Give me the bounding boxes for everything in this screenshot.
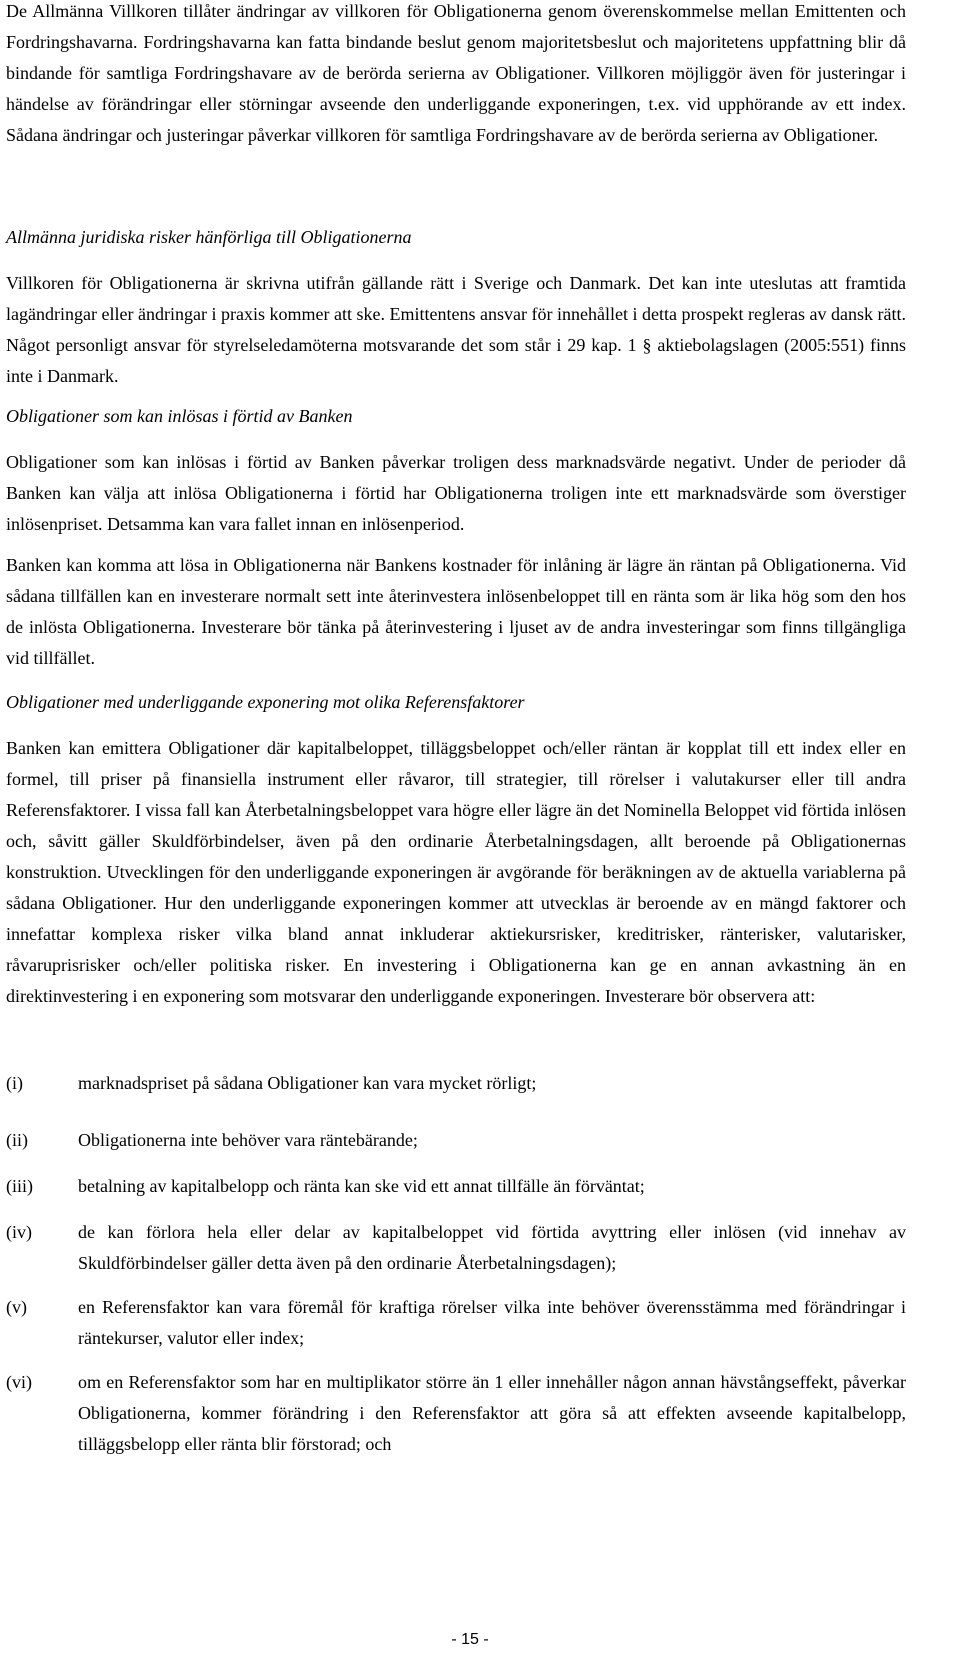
- legal-risks-paragraph: Villkoren för Obligationerna är skrivna utifrån gällande rätt i Sverige och Danmark. Det kan inte uteslutas att framtida lagändringar eller ändringar i praxis kommer att ske. Emittentens ansvar för innehållet i detta prospekt regleras av dansk rätt. Något personligt ansvar för styrelseledamöterna motsvarande det som står i 29 kap. 1 § aktiebolagslagen (2005:551) finns inte i Danmark.: [6, 273, 906, 386]
- page-number: - 15 -: [451, 1631, 489, 1648]
- reference-factors-paragraph: Banken kan emittera Obligationer där kapitalbeloppet, tilläggsbeloppet och/eller räntan är kopplat till ett index eller en formel, till priser på finansiella instrument eller råvaror, till strategier, till rörelser i valutakurser eller till andra Referensfaktorer. I vissa fall kan Återbetalningsbeloppet vara högre eller lägre än det Nominella Beloppet vid förtida inlösen och, såvitt gäller Skuldförbindelser, även på den ordinarie Återbetalningsdagen, allt beroende på Obligationernas konstruktion. Utvecklingen för den underliggande exponeringen är avgörande för beräkningen av de aktuella variablerna på sådana Obligationer. Hur den underliggande exponeringen kommer att utvecklas är beroende av en mängd faktorer och innefattar komplexa risker vilka bland annat inkluderar aktiekursrisker, kreditrisker, ränterisker, valutarisker, råvaruprisrisker och/eller politiska risker. En investering i Obligationerna kan ge en annan avkastning än en direktinvestering i en exponering som motsvarar den underliggande exponeringen. Investerare bör observera att:: [6, 738, 906, 1006]
- list-item: [6, 1217, 906, 1279]
- list-text: en Referensfaktor kan vara föremål för kraftiga rörelser vilka inte behöver överensstämma med förändringar i räntekurser, valutor eller index;: [78, 1297, 906, 1348]
- list-text: marknadspriset på sådana Obligationer kan vara mycket rörligt;: [78, 1073, 537, 1093]
- list-marker: (i): [6, 1073, 23, 1093]
- list-marker: (vi): [6, 1372, 32, 1392]
- early-redemption-paragraph-2: Banken kan komma att lösa in Obligationerna när Bankens kostnader för inlåning är lägre än räntan på Obligationerna. Vid sådana tillfällen kan en investerare normalt sett inte återinvestera inlösenbeloppet till en ränta som är lika hög som den hos de inlösta Obligationerna. Investerare bör tänka på återinvestering i ljuset av de andra investeringar som finns tillgängliga vid tillfället.: [6, 555, 906, 668]
- early-redemption-paragraph-1: Obligationer som kan inlösas i förtid av Banken påverkar troligen dess marknadsvärde negativt. Under de perioder då Banken kan välja att inlösa Obligationerna i förtid har Obligationerna troligen inte ett marknadsvärde som överstiger inlösenpriset. Detsamma kan vara fallet innan en inlösenperiod.: [6, 452, 906, 534]
- list-item: [6, 1367, 906, 1460]
- list-text: de kan förlora hela eller delar av kapitalbeloppet vid förtida avyttring eller inlösen (vid innehav av Skuldförbindelser gäller detta även på den ordinarie Återbetalningsdagen);: [78, 1222, 906, 1273]
- list-text: Obligationerna inte behöver vara räntebärande;: [78, 1130, 418, 1150]
- section-heading-legal-risks: Allmänna juridiska risker hänförliga till Obligationerna: [6, 227, 412, 247]
- list-item: [6, 1125, 906, 1156]
- section-heading-reference-factors: Obligationer med underliggande exponering mot olika Referensfaktorer: [6, 692, 525, 712]
- list-marker: (ii): [6, 1130, 28, 1150]
- intro-paragraph: De Allmänna Villkoren tillåter ändringar av villkoren för Obligationerna genom överenskommelse mellan Emittenten och Fordringshavarna. Fordringshavarna kan fatta bindande beslut genom majoritetsbeslut och majoritetens uppfattning blir då bindande för samtliga Fordringshavare av de berörda serierna av Obligationer. Villkoren möjliggör även för justeringar i händelse av förändringar eller störningar avseende den underliggande exponeringen, t.ex. vid upphörande av ett index. Sådana ändringar och justeringar påverkar villkoren för samtliga Fordringshavare av de berörda serierna av Obligationer.: [6, 1, 906, 145]
- list-item: [6, 1068, 906, 1099]
- list-item: [6, 1292, 906, 1354]
- list-text: om en Referensfaktor som har en multiplikator större än 1 eller innehåller någon annan hävstångseffekt, påverkar Obligationerna, kommer förändring i den Referensfaktor att göra så att effekten avseende kapitalbelopp, tilläggsbelopp eller ränta blir förstorad; och: [78, 1372, 906, 1454]
- list-item: [6, 1171, 906, 1202]
- list-marker: (iii): [6, 1176, 33, 1196]
- list-text: betalning av kapitalbelopp och ränta kan ske vid ett annat tillfälle än förväntat;: [78, 1176, 645, 1196]
- list-marker: (v): [6, 1297, 27, 1317]
- list-marker: (iv): [6, 1222, 32, 1242]
- document-page: [6, 0, 906, 1660]
- section-heading-early-redemption: Obligationer som kan inlösas i förtid av Banken: [6, 406, 353, 426]
